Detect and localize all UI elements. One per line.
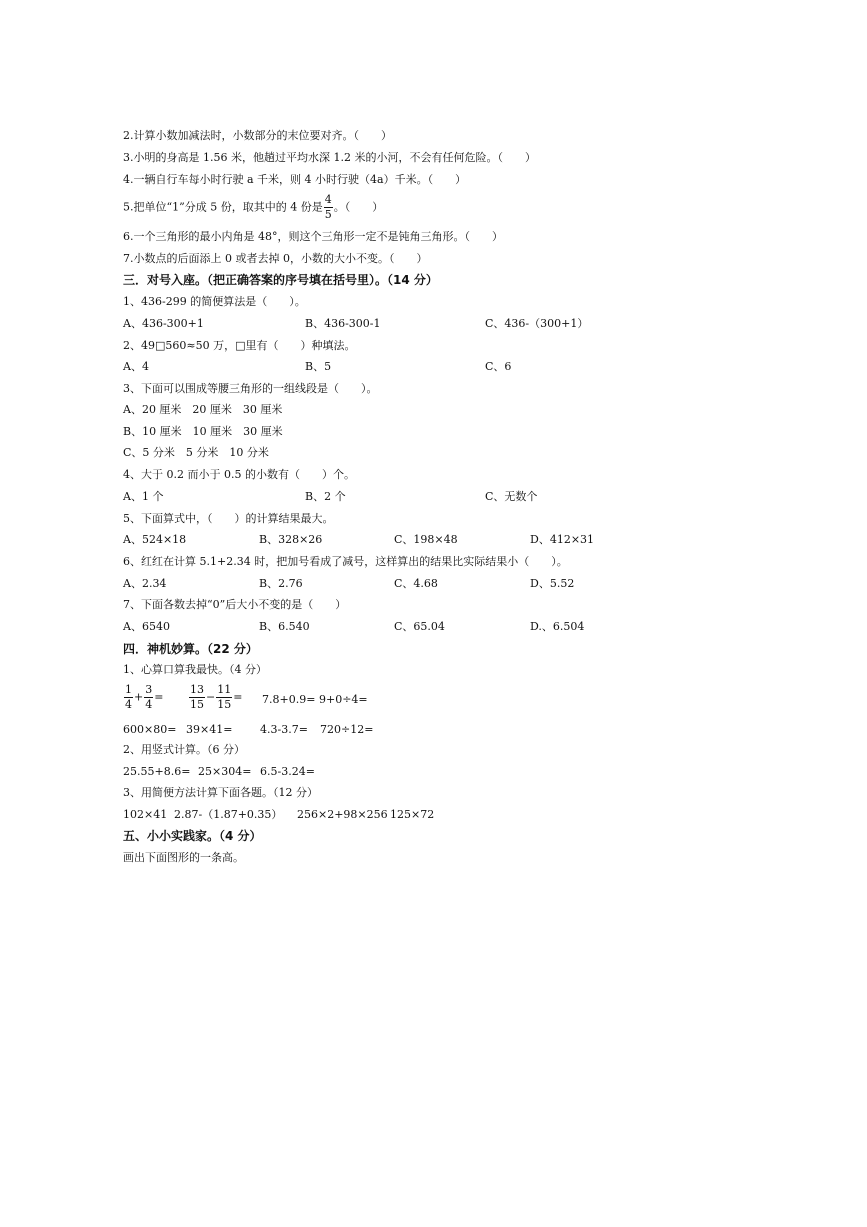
q6-option-a: A、2.34 <box>123 577 167 590</box>
judge-item-5 <box>123 193 383 222</box>
minus-sign: − <box>206 690 216 704</box>
q3-question: 3、下面可以围成等腰三角形的一组线段是（ ）。 <box>123 382 378 395</box>
equals-sign: = <box>154 690 164 704</box>
fraction-four-fifths: $\frac{4}{5}$ <box>324 193 332 221</box>
simplify-calc-4: 125×72 <box>390 808 435 821</box>
q5-option-d: D、412×31 <box>530 533 595 546</box>
q5-option-a: A、524×18 <box>123 533 187 546</box>
q4-option-c: C、无数个 <box>485 490 538 503</box>
q7-option-d: D.、6.504 <box>530 620 585 633</box>
q6-option-b: B、2.76 <box>259 577 303 590</box>
judge-item-5-tail: 。（ ） <box>333 200 384 214</box>
q5-option-c: C、198×48 <box>394 533 458 546</box>
q3-option-c: C、5 分米 5 分米 10 分米 <box>123 446 269 459</box>
q5-question: 5、下面算式中，（ ）的计算结果最大。 <box>123 512 334 525</box>
equals-sign: = <box>233 690 243 704</box>
q2-question: 2、49□560≈50 万，□里有（ ）种填法。 <box>123 339 356 352</box>
q7-question: 7、下面各数去掉“0”后大小不变的是（ ） <box>123 598 347 611</box>
judge-item-5-text: 5.把单位“1”分成 5 份，取其中的 4 份是 <box>123 200 323 214</box>
q1-question: 1、436-299 的简便算法是（ ）。 <box>123 295 306 308</box>
fraction-three-fourths: $\frac{3}{4}$ <box>145 683 153 711</box>
mental-calc-1: 7.8+0.9= <box>262 693 316 706</box>
section5-title: 五、小小实践家。（4 分） <box>123 829 262 843</box>
q3-option-b: B、10 厘米 10 厘米 30 厘米 <box>123 425 283 438</box>
simplify-calc-1: 102×41 <box>123 808 168 821</box>
q1-option-a: A、436-300+1 <box>123 317 204 330</box>
q7-option-b: B、6.540 <box>259 620 310 633</box>
q4-question: 4、大于 0.2 而小于 0.5 的小数有（ ）个。 <box>123 468 355 481</box>
mental-calc-6: 720÷12= <box>320 723 374 736</box>
section4-part3: 3、用简便方法计算下面各题。（12 分） <box>123 786 318 799</box>
simplify-calc-3: 256×2+98×256 <box>297 808 388 821</box>
q1-option-c: C、436-（300+1） <box>485 317 589 330</box>
q4-option-a: A、1 个 <box>123 490 164 503</box>
mental-calc-3: 600×80= <box>123 723 177 736</box>
q5-option-b: B、328×26 <box>259 533 323 546</box>
section3-title: 三．对号入座。（把正确答案的序号填在括号里）。（14 分） <box>123 273 438 287</box>
q2-option-a: A、4 <box>123 360 149 373</box>
q7-option-c: C、65.04 <box>394 620 445 633</box>
fraction-expr-2 <box>188 683 242 712</box>
fraction-thirteen-fifteenths: $\frac{13}{15}$ <box>190 683 204 711</box>
q7-option-a: A、6540 <box>123 620 170 633</box>
q4-option-b: B、2 个 <box>305 490 346 503</box>
mental-calc-5: 4.3-3.7= <box>260 723 308 736</box>
section4-title: 四．神机妙算。（22 分） <box>123 642 258 656</box>
fraction-eleven-fifteenths: $\frac{11}{15}$ <box>217 683 232 711</box>
section4-part1: 1、心算口算我最快。（4 分） <box>123 663 267 676</box>
q6-option-d: D、5.52 <box>530 577 575 590</box>
judge-item-6: 6.一个三角形的最小内角是 48°，则这个三角形一定不是钝角三角形。（ ） <box>123 230 503 243</box>
fraction-expr-1 <box>123 683 163 712</box>
mental-calc-2: 9+0÷4= <box>319 693 368 706</box>
judge-item-3: 3.小明的身高是 1.56 米，他趟过平均水深 1.2 米的小河，不会有任何危险。（ ） <box>123 151 536 164</box>
judge-item-2: 2.计算小数加减法时，小数部分的末位要对齐。（ ） <box>123 129 392 142</box>
q2-option-b: B、5 <box>305 360 332 373</box>
section5-instruction: 画出下面图形的一条高。 <box>123 851 244 864</box>
q2-option-c: C、6 <box>485 360 512 373</box>
q6-question: 6、红红在计算 5.1+2.34 时，把加号看成了减号，这样算出的结果比实际结果小（ ）。 <box>123 555 568 568</box>
vertical-calc-1: 25.55+8.6= <box>123 765 191 778</box>
judge-item-7: 7.小数点的后面添上 0 或者去掉 0，小数的大小不变。（ ） <box>123 252 428 265</box>
simplify-calc-2: 2.87-（1.87+0.35） <box>174 808 283 821</box>
q1-option-b: B、436-300-1 <box>305 317 381 330</box>
section4-part2: 2、用竖式计算。（6 分） <box>123 743 245 756</box>
judge-item-4: 4.一辆自行车每小时行驶 a 千米，则 4 小时行驶（4a）千米。（ ） <box>123 173 467 186</box>
vertical-calc-3: 6.5-3.24= <box>260 765 315 778</box>
q6-option-c: C、4.68 <box>394 577 438 590</box>
fraction-one-fourth: $\frac{1}{4}$ <box>125 683 132 711</box>
mental-calc-4: 39×41= <box>186 723 233 736</box>
vertical-calc-2: 25×304= <box>198 765 252 778</box>
plus-sign: + <box>134 690 144 704</box>
q3-option-a: A、20 厘米 20 厘米 30 厘米 <box>123 403 283 416</box>
